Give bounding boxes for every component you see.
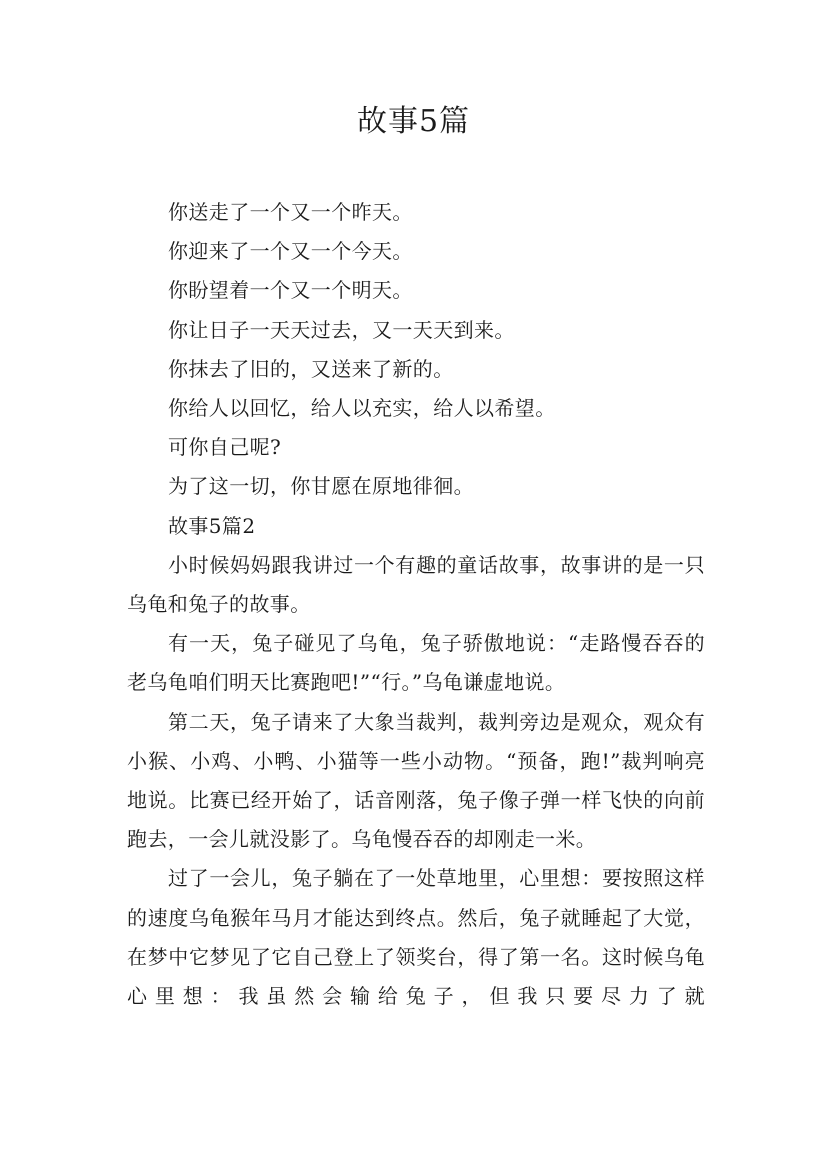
paragraph: 第二天，兔子请来了大象当裁判，裁判旁边是观众，观众有小猴、小鸡、小鸭、小猫等一些小动物。“预备，跑!”裁判响亮地说。比赛已经开始了，话音刚落，兔子像子弹一样飞快的向前跑去，一会儿就没影了。乌龟慢吞吞的却刚走一米。 [127, 709, 705, 852]
paragraph: 小时候妈妈跟我讲过一个有趣的童话故事，故事讲的是一只乌龟和兔子的故事。 [127, 552, 705, 617]
section-heading: 故事5篇2 [168, 513, 256, 538]
paragraph: 你给人以回忆，给人以充实，给人以希望。 [168, 396, 556, 421]
paragraph: 过了一会儿，兔子躺在了一处草地里，心里想：要按照这样的速度乌龟猴年马月才能达到终点。然后，兔子就睡起了大觉，在梦中它梦见了它自己登上了领奖台，得了第一名。这时候乌龟心里想：我虽然会输给兔子，但我只要尽力了就 [127, 866, 705, 1009]
paragraph: 你抹去了旧的，又送来了新的。 [168, 356, 454, 381]
paragraph: 你让日子一天天过去，又一天天到来。 [168, 317, 515, 342]
paragraph: 你盼望着一个又一个明天。 [168, 278, 413, 303]
paragraph: 有一天，兔子碰见了乌龟，兔子骄傲地说：“走路慢吞吞的老乌龟咱们明天比赛跑吧!”“行。”乌龟谦虚地说。 [127, 631, 705, 695]
paragraph: 你迎来了一个又一个今天。 [168, 239, 413, 264]
paragraph: 你送走了一个又一个昨天。 [168, 200, 413, 224]
paragraph: 为了这一切，你甘愿在原地徘徊。 [168, 474, 474, 499]
document-body [127, 193, 705, 1016]
document-title: 故事5篇 [356, 104, 471, 139]
paragraph: 可你自己呢? [168, 435, 282, 460]
